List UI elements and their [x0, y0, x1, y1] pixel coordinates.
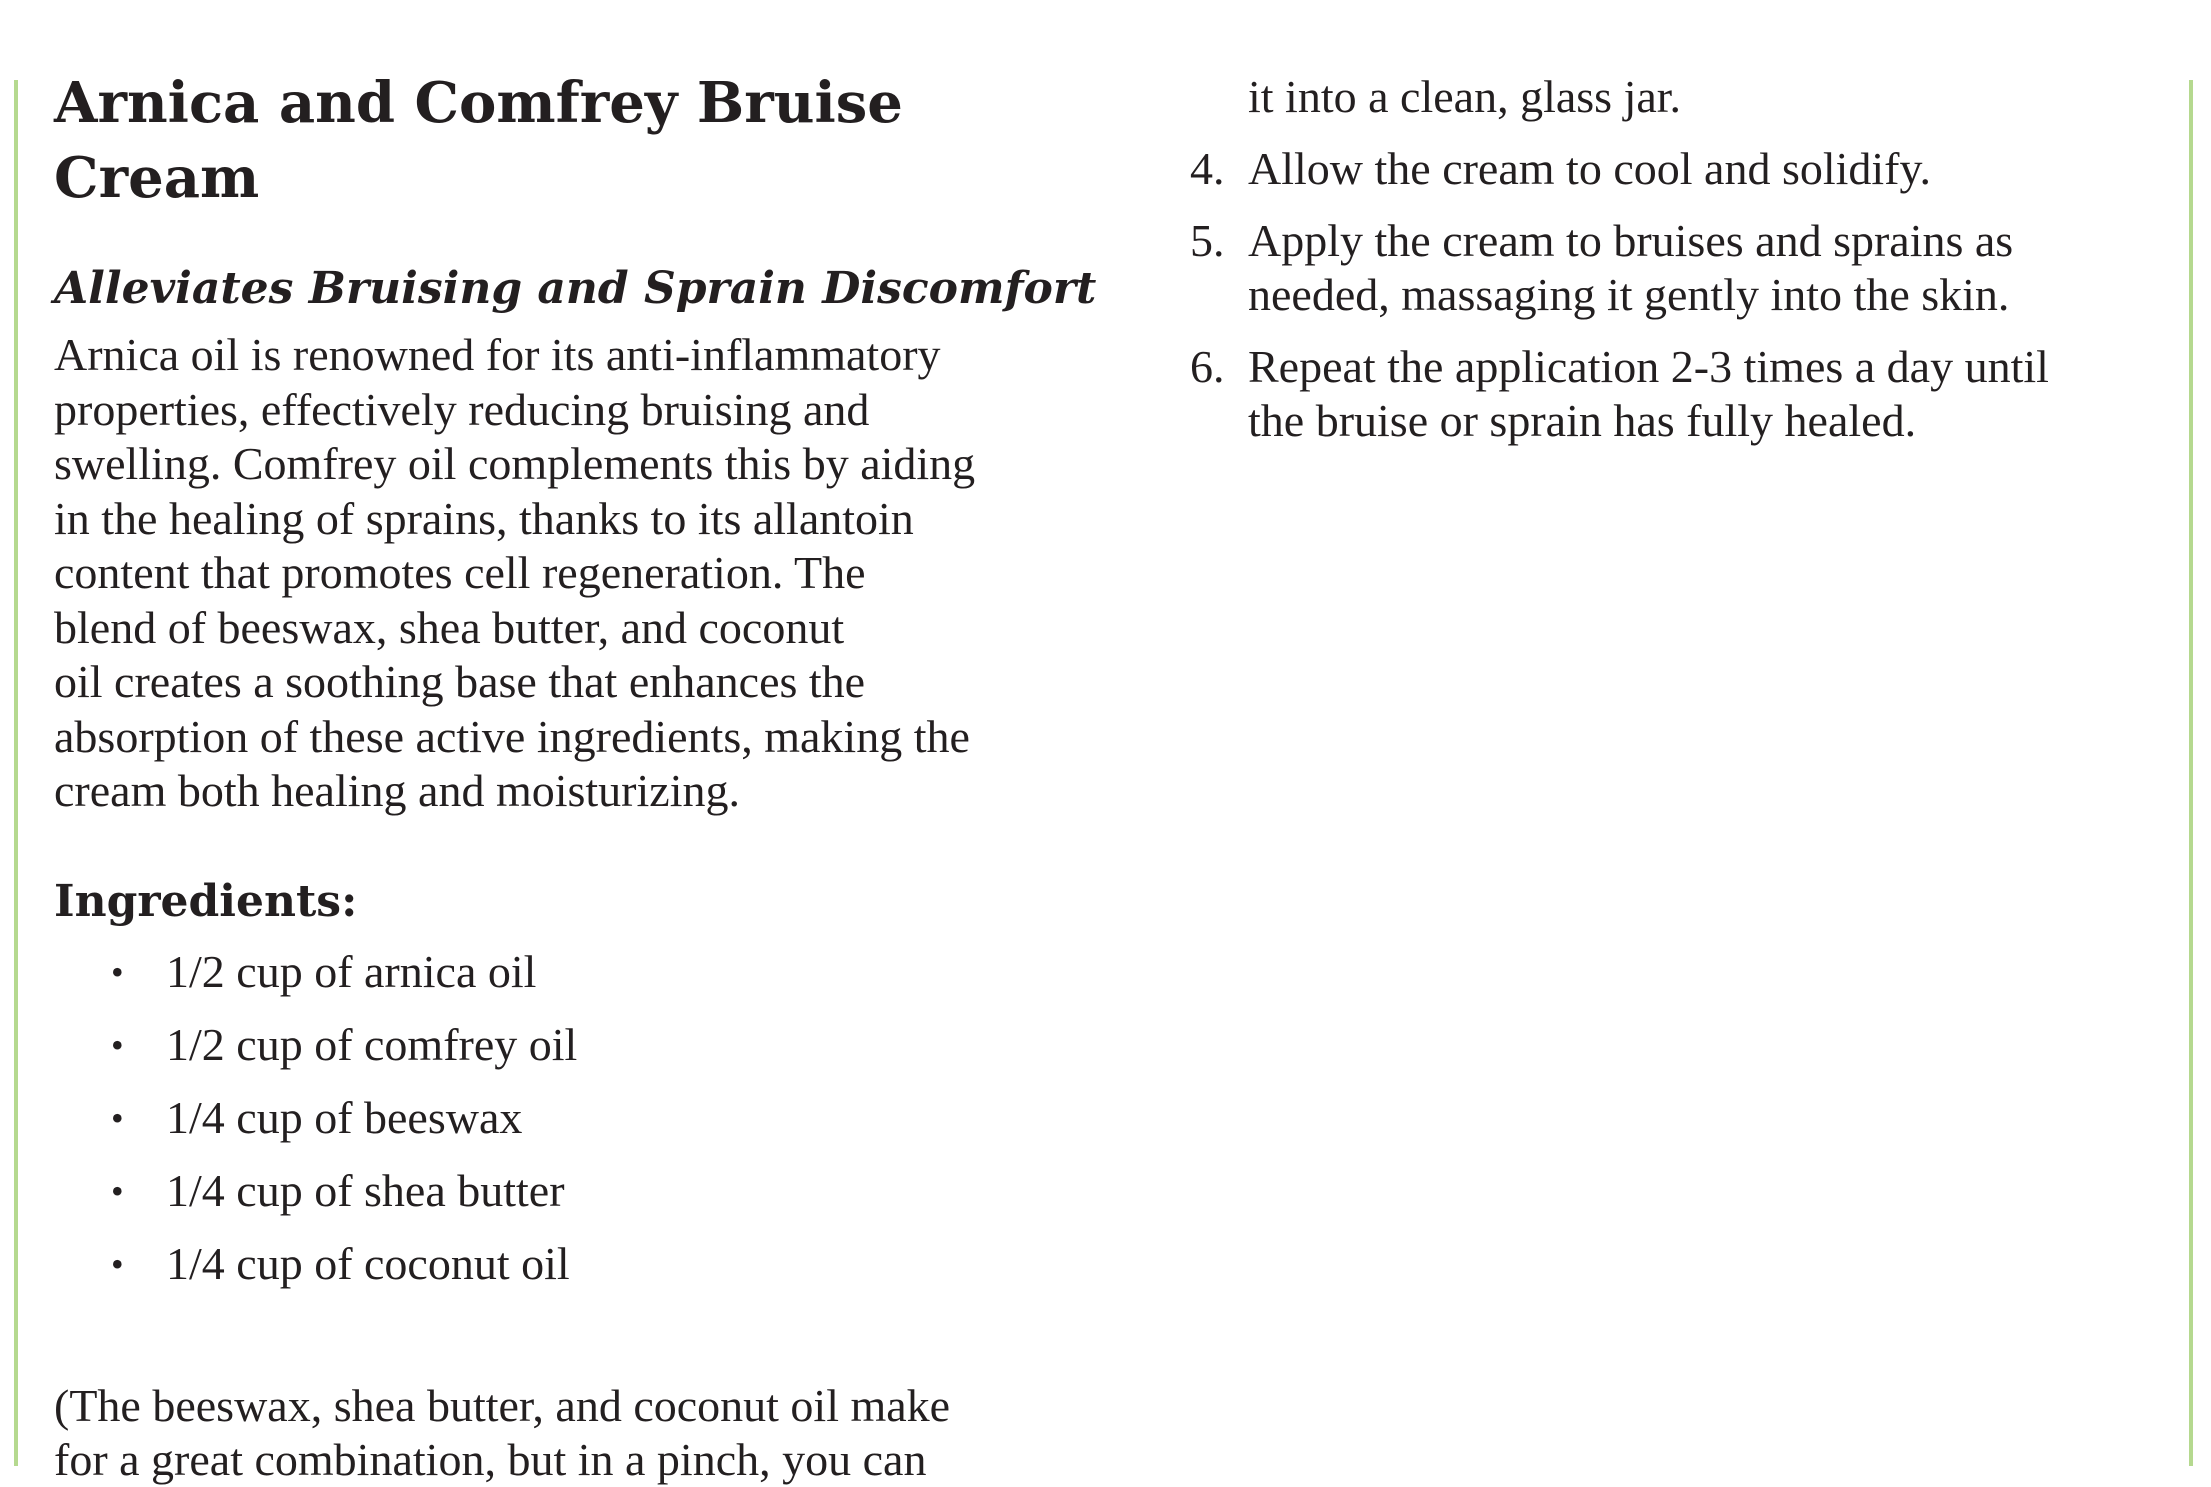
- ingredients-list: [54, 945, 1094, 1291]
- ingredient-item: [54, 1018, 1094, 1072]
- ingredient-item: [54, 1091, 1094, 1145]
- ingredient-item: [54, 1237, 1094, 1291]
- step-number: 5.: [1190, 215, 1225, 266]
- step-number: 6.: [1190, 341, 1225, 392]
- recipe-subtitle: Alleviates Bruising and Sprain Discomfort: [54, 263, 1097, 314]
- step-number: 4.: [1190, 143, 1225, 194]
- left-border-rule: [14, 80, 18, 1466]
- step-text: Allow the cream to cool and solidify.: [1248, 143, 1932, 194]
- step-text: Repeat the application 2-3 times a day until the bruise or sprain has fully healed.: [1248, 341, 2049, 446]
- bullet-icon: •: [111, 1024, 124, 1065]
- instruction-step: [1180, 214, 2140, 322]
- continued-step-text: it into a clean, glass jar.: [1248, 71, 1682, 122]
- ingredient-text: 1/4 cup of coconut oil: [166, 1237, 570, 1289]
- bullet-icon: •: [111, 951, 124, 992]
- ingredients-heading: Ingredients:: [54, 875, 358, 927]
- ingredient-item: [54, 1164, 1094, 1218]
- right-border-rule: [2189, 80, 2193, 1466]
- instruction-step: [1180, 340, 2140, 448]
- ingredient-text: 1/2 cup of arnica oil: [166, 945, 537, 997]
- bullet-icon: •: [111, 1243, 124, 1284]
- ingredient-text: 1/2 cup of comfrey oil: [166, 1018, 578, 1070]
- recipe-title: Arnica and Comfrey Bruise Cream: [54, 70, 903, 211]
- instruction-step: [1180, 142, 2140, 196]
- ingredient-item: [54, 945, 1094, 999]
- step-text: Apply the cream to bruises and sprains as needed, massaging it gently into the skin.: [1248, 215, 2014, 320]
- recipe-description: Arnica oil is renowned for its anti-inflammatory properties, effectively reducing bruising and swelling. Comfrey oil complements this by aiding in the healing of sprains, thanks to its allantoin content that promotes cell regeneration. The blend of beeswax, shea butter, and coconut oil creates a soothing base that enhances the absorption of these active ingredients, making the cream both healing and moisturizing.: [54, 329, 976, 816]
- substitution-note: (The beeswax, shea butter, and coconut oil make for a great combination, but in a pinch, you can: [54, 1379, 951, 1485]
- bullet-icon: •: [111, 1170, 124, 1211]
- ingredient-text: 1/4 cup of beeswax: [166, 1091, 523, 1143]
- ingredient-text: 1/4 cup of shea butter: [166, 1164, 565, 1216]
- left-column: [54, 66, 1097, 1487]
- bullet-icon: •: [111, 1097, 124, 1138]
- right-column: [1180, 70, 2140, 466]
